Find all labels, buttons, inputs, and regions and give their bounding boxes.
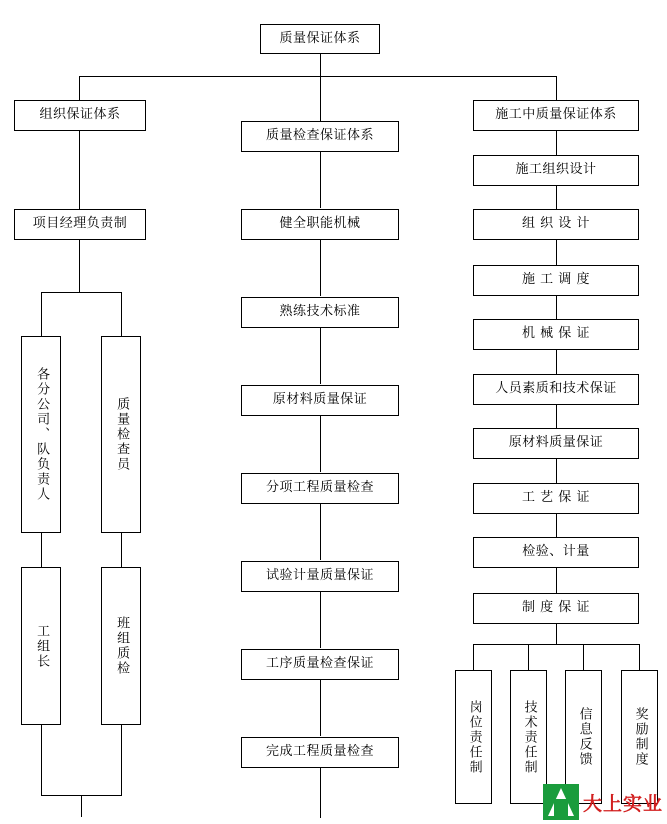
node-label: 原材料质量保证 [508,435,604,451]
connector-c3-1 [556,131,557,155]
node-functional-machinery[interactable] [241,209,399,240]
node-construction-scheduling[interactable] [473,265,639,296]
node-label: 质量检查员 [114,397,130,472]
connector-bus-col2 [320,76,321,121]
connector-c1-left [41,292,42,336]
node-label: 工组长 [34,623,50,669]
node-label: 奖励制度 [632,707,648,767]
node-personnel-technical-guarantee[interactable] [473,374,639,405]
connector-root-down [320,54,321,76]
node-sub-project-inspection[interactable] [241,473,399,504]
node-craft-guarantee[interactable] [473,483,639,514]
node-inspection-system[interactable] [241,121,399,152]
node-label: 班组质检 [114,616,130,676]
logo-text: 大上实业 [582,792,663,815]
node-label: 各分公司、队负责人 [34,367,50,502]
connector-c1-1 [79,131,80,209]
connector-c1-right [121,292,122,336]
connector-c2-2 [320,240,321,296]
connector-c1-split [41,292,121,293]
node-label: 人员素质和技术保证 [495,381,617,397]
node-label: 熟练技术标准 [279,304,361,320]
node-project-manager-responsibility[interactable] [14,209,146,240]
node-label: 组织保证体系 [39,107,121,123]
node-organization-system[interactable] [14,100,146,131]
logo-mountain-icon [543,784,579,820]
node-label: 岗位责任制 [466,699,482,775]
node-root[interactable] [260,24,380,54]
node-root-label: 质量保证体系 [279,30,361,46]
node-org-design[interactable] [473,209,639,240]
connector-bus-col1 [79,76,80,100]
node-label: 质量检查保证体系 [265,128,374,144]
node-label: 项目经理负责制 [32,216,128,232]
connector-c3-5 [556,350,557,374]
node-label: 工 艺 保 证 [522,490,590,506]
node-label: 施 工 调 度 [522,272,590,288]
node-test-measurement-quality[interactable] [241,561,399,592]
node-team-quality-inspection[interactable] [101,567,141,725]
connector-c2-7 [320,680,321,736]
node-label: 制 度 保 证 [522,600,590,616]
connector-c3-leaf3 [583,644,584,670]
connector-c1-left2 [41,533,42,567]
node-label: 技术责任制 [521,699,537,775]
node-label: 施工中质量保证体系 [495,107,617,123]
connector-c3-leafbus [473,644,639,645]
node-process-quality-inspection[interactable] [241,649,399,680]
node-label: 分项工程质量检查 [265,480,374,496]
connector-c3-4 [556,296,557,319]
node-work-group-leader[interactable] [21,567,61,725]
connector-c3-leaf4 [639,644,640,670]
node-label: 完成工程质量检查 [265,744,374,760]
node-label: 检验、计量 [522,544,590,560]
node-technical-responsibility[interactable] [510,670,547,804]
node-inspection-measurement[interactable] [473,537,639,568]
connector-c3-10 [556,624,557,644]
node-raw-material-quality[interactable] [241,385,399,416]
connector-c2-8 [320,768,321,818]
node-label: 组 织 设 计 [522,216,590,232]
node-raw-material-quality-c3[interactable] [473,428,639,459]
node-quality-inspector[interactable] [101,336,141,533]
node-completed-project-inspection[interactable] [241,737,399,768]
connector-c1-left3 [41,725,42,795]
connector-c3-7 [556,459,557,483]
connector-c1-right2 [121,533,122,567]
node-label: 机 械 保 证 [522,326,590,342]
connector-bus-col3 [556,76,557,100]
company-logo [543,784,663,820]
connector-c3-2 [556,186,557,209]
connector-c2-5 [320,504,321,560]
node-system-guarantee[interactable] [473,593,639,624]
node-label: 施工组织设计 [515,162,597,178]
node-technical-standard[interactable] [241,297,399,328]
connector-c1-out [81,795,82,817]
node-label: 试验计量质量保证 [265,568,374,584]
connector-c2-6 [320,592,321,648]
connector-c3-leaf2 [528,644,529,670]
connector-c1-right3 [121,725,122,795]
connector-c2-4 [320,416,321,472]
connector-c3-6 [556,405,557,428]
node-construction-org-design[interactable] [473,155,639,186]
node-label: 信息反馈 [576,707,592,767]
connector-main-bus [79,76,556,77]
node-machinery-guarantee[interactable] [473,319,639,350]
connector-c3-3 [556,240,557,265]
node-label: 原材料质量保证 [272,392,368,408]
node-construction-system[interactable] [473,100,639,131]
connector-c1-2 [79,240,80,292]
connector-c3-8 [556,514,557,537]
connector-c3-leaf1 [473,644,474,670]
connector-c2-1 [320,152,321,208]
connector-c3-9 [556,568,557,593]
node-label: 健全职能机械 [279,216,361,232]
node-branch-company-leader[interactable] [21,336,61,533]
node-post-responsibility[interactable] [455,670,492,804]
node-label: 工序质量检查保证 [265,656,374,672]
connector-c2-3 [320,328,321,384]
